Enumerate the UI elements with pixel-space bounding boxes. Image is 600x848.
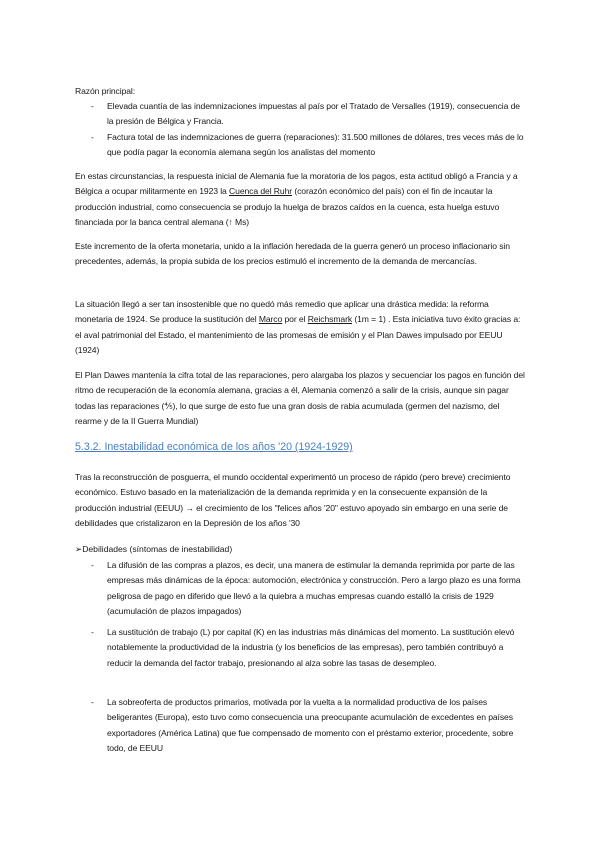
paragraph-ruhr [75, 169, 527, 231]
marco-link: Marco [258, 314, 283, 325]
list-item-text: La sustitución de trabajo (L) por capital (K) en las industrias más dinámicas del momento. La sustitución elevó notablemente la productividad de la industria (y los beneficios de las empresas), pero también contribuyó a reducir la demanda del factor trabajo, presionando al alza sobre las tasas de desempleo. [107, 627, 515, 668]
cuenca-ruhr-link: Cuenca del Ruhr [229, 186, 293, 197]
text-span: (1m = 1) . Esta iniciativa tuvo éxito gracias a: el aval patrimonial del Estado, el mantenimiento de las promesas de emisión y el Plan Dawes impulsado por EEUU (1924) [75, 314, 521, 356]
list-dash: - [91, 560, 94, 570]
list-dash: - [91, 132, 94, 142]
text-span: En estas circunstancias, la respuesta inicial de Alemania fue la moratoria de los pagos, esta actitud obligó a Francia y a Bélgica a ocupar militarmente en 1923 la [75, 171, 518, 197]
paragraph-reforma [75, 297, 527, 359]
text-span: por el [282, 314, 308, 325]
reichsmark-link: Reichsmark [307, 314, 353, 325]
list-item-text: La difusión de las compras a plazos, es decir, una manera de estimular la demanda reprimida por parte de las empresas más dinámicas de la época: automoción, electrónica y construcción. Pero a largo plazo es una forma peligrosa de pago en diferido que llevó a la quiebra a muchas empresas cuando estalló la crisis de 1929 (acumulación de plazos impagados) [107, 560, 521, 617]
list-dash: - [91, 697, 94, 707]
razon-label: Razón principal: [75, 86, 136, 96]
list-dash: - [91, 627, 94, 637]
list-item-text: La sobreoferta de productos primarios, motivada por la vuelta a la normalidad productiva de los países beligerantes (Europa), esto tuvo como consecuencia una preocupante acumulación de excedentes en países exportadores (América Latina) que fue compensado de momento con el préstamo exterior, procedente, sobre todo, de EEUU [107, 697, 514, 754]
paragraph-crecimiento: Tras la reconstrucción de posguerra, el mundo occidental experimentó un proceso de rápido (pero breve) crecimiento económico. Estuvo basado en la materialización de la demanda reprimida y en la consecuente expansión de la producción industrial (EEUU) → el crecimiento de los "felices años '20" estuvo apoyado sin embargo en una serie de debilidades que cristalizaron en la Depresión de los años '30 [75, 472, 511, 529]
text-span: La situación llegó a ser tan insostenible que no quedó más remedio que aplicar una drástica medida: la reforma monetaria de 1924. Se produce la sustitución del [75, 299, 489, 325]
list-item-text: Factura total de las indemnizaciones de guerra (reparaciones): 31.500 millones de dólares, tres veces más de lo que podía pagar la economía alemana según los analistas del momento [107, 132, 524, 158]
paragraph-inflacion: Este incremento de la oferta monetaria, unido a la inflación heredada de la guerra generó un proceso inflacionario sin precedentes, además, la propia subida de los precios estimuló el incremento de la demanda de mercancías. [75, 241, 510, 267]
list-item-text: Elevada cuantía de las indemnizaciones impuestas al país por el Tratado de Versalles (1919), consecuencia de la presión de Bélgica y Francia. [107, 101, 520, 127]
list-dash: - [91, 101, 94, 111]
debilidades-label: ➢Debilidades (síntomas de inestabilidad) [75, 544, 233, 554]
text-span: (corazón económico del país) con el fin de incautar la producción industrial, como consecuencia se produjo la huelga de brazos caídos en la cuenca, esta huelga estuvo financiada por la banca central alemana (↑ Ms) [75, 186, 500, 228]
paragraph-plan-dawes: El Plan Dawes mantenía la cifra total de las reparaciones, pero alargaba los plazos y secuenciar los pagos en función del ritmo de recuperación de la economía alemana, gracias a él, Alemania comenzó a salir de la crisis, aunque sin pagar todas las reparaciones (⅘), lo que surge de esto fue una gran dosis de rabia acumulada (germen del nazismo, del rearme y de la II Guerra Mundial) [75, 370, 525, 427]
section-heading: 5.3.2. Inestabilidad económica de los años '20 (1924-1929) [75, 441, 353, 453]
